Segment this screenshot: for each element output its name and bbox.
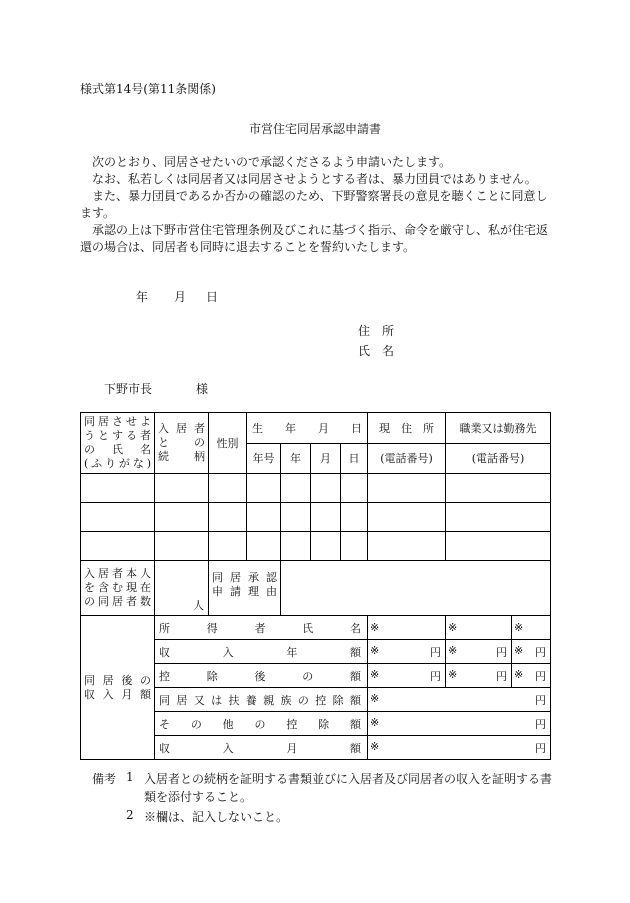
paragraph-4: 承認の上は下野市営住宅管理条例及びこれに基づく指示、命令を厳守し、私が住宅返還の場合は、同居者も同時に退去することを誓約いたします。 bbox=[80, 223, 549, 254]
income-cell[interactable]: ※ 円 bbox=[512, 640, 551, 664]
form-number: 様式第14号(第11条関係) bbox=[80, 82, 216, 96]
income-cell[interactable]: ※ 円 bbox=[368, 712, 551, 736]
income-cell[interactable]: ※ 円 bbox=[446, 640, 512, 664]
date-day: 日 bbox=[206, 290, 219, 304]
header-year: 年 bbox=[281, 443, 311, 474]
note-2-number: 2 bbox=[126, 808, 134, 822]
income-row-label: そ の 他 の 控 除 額 bbox=[155, 712, 368, 736]
income-cell[interactable]: ※ 円 bbox=[368, 688, 551, 712]
income-row-label: 同 居 又 は 扶 養 親 族 の 控 除 額 bbox=[155, 688, 368, 712]
income-row-label: 控 除 後 の 額 bbox=[155, 664, 368, 688]
date-year: 年 bbox=[136, 290, 149, 304]
note-1-number: 1 bbox=[126, 770, 134, 784]
table-row[interactable] bbox=[81, 503, 551, 532]
income-cell[interactable]: ※ bbox=[368, 616, 446, 640]
notes-heading: 備考 bbox=[92, 772, 117, 786]
address-label: 住 所 bbox=[358, 324, 395, 338]
application-table bbox=[80, 412, 551, 760]
table-row[interactable] bbox=[81, 474, 551, 503]
header-era: 年号 bbox=[247, 443, 281, 474]
addressee: 下野市長 bbox=[104, 382, 153, 396]
income-cell[interactable]: ※ bbox=[446, 616, 512, 640]
header-month: 月 bbox=[311, 443, 341, 474]
paragraph-2: なお、私若しくは同居者又は同居させようとする者は、暴力団員ではありません。 bbox=[92, 172, 537, 186]
income-row-label: 収 入 月 額 bbox=[155, 736, 368, 760]
income-cell[interactable]: ※ 円 bbox=[368, 736, 551, 760]
income-cell[interactable]: ※ bbox=[512, 616, 551, 640]
header-job: 職業又は勤務先 bbox=[446, 413, 551, 444]
header-job-phone: (電話番号) bbox=[446, 443, 551, 474]
household-count-field[interactable]: 人 bbox=[155, 561, 209, 616]
note-1-text: 入居者との続柄を証明する書類並びに入居者及び同居者の収入を証明する書類を添付すること。 bbox=[144, 772, 553, 804]
header-relation: 入居者 と の 続 柄 bbox=[155, 413, 209, 474]
income-cell[interactable]: ※ 円 bbox=[368, 640, 446, 664]
income-cell[interactable]: ※ 円 bbox=[512, 664, 551, 688]
income-cell[interactable]: ※ 円 bbox=[368, 664, 446, 688]
table-row[interactable] bbox=[81, 532, 551, 561]
header-day: 日 bbox=[341, 443, 368, 474]
header-address: 現 住 所 bbox=[368, 413, 446, 444]
income-row-label: 所 得 者 氏 名 bbox=[155, 616, 368, 640]
header-address-phone: (電話番号) bbox=[368, 443, 446, 474]
page-title: 市営住宅同居承認申請書 bbox=[248, 122, 381, 136]
reason-field[interactable] bbox=[281, 561, 551, 616]
header-birthdate: 生 年 月 日 bbox=[247, 413, 368, 444]
addressee-honorific: 様 bbox=[196, 382, 209, 396]
income-cell[interactable]: ※ 円 bbox=[446, 664, 512, 688]
reason-label: 同 居 承 認 申 請 理 由 bbox=[209, 561, 281, 616]
paragraph-3: また、暴力団員であるか否かの確認のため、下野警察署長の意見を聴くことに同意します。 bbox=[80, 189, 548, 220]
paragraph-1: 次のとおり、同居させたいので承認くださるよう申請いたします。 bbox=[92, 155, 452, 169]
body-text bbox=[80, 154, 550, 256]
date-month: 月 bbox=[174, 290, 187, 304]
name-label: 氏 名 bbox=[358, 344, 395, 358]
income-label: 同 居 後 の 収 入 月 額 bbox=[81, 616, 155, 760]
income-row-label: 収 入 年 額 bbox=[155, 640, 368, 664]
header-person-name: 同居させよ うとする者 の 氏 名 (ふりがな) bbox=[81, 413, 155, 474]
note-2-text: ※欄は、記入しないこと。 bbox=[144, 810, 289, 824]
header-sex: 性別 bbox=[209, 413, 247, 474]
household-count-label: 入居者本人 を含む現在 の同居者数 bbox=[81, 561, 155, 616]
